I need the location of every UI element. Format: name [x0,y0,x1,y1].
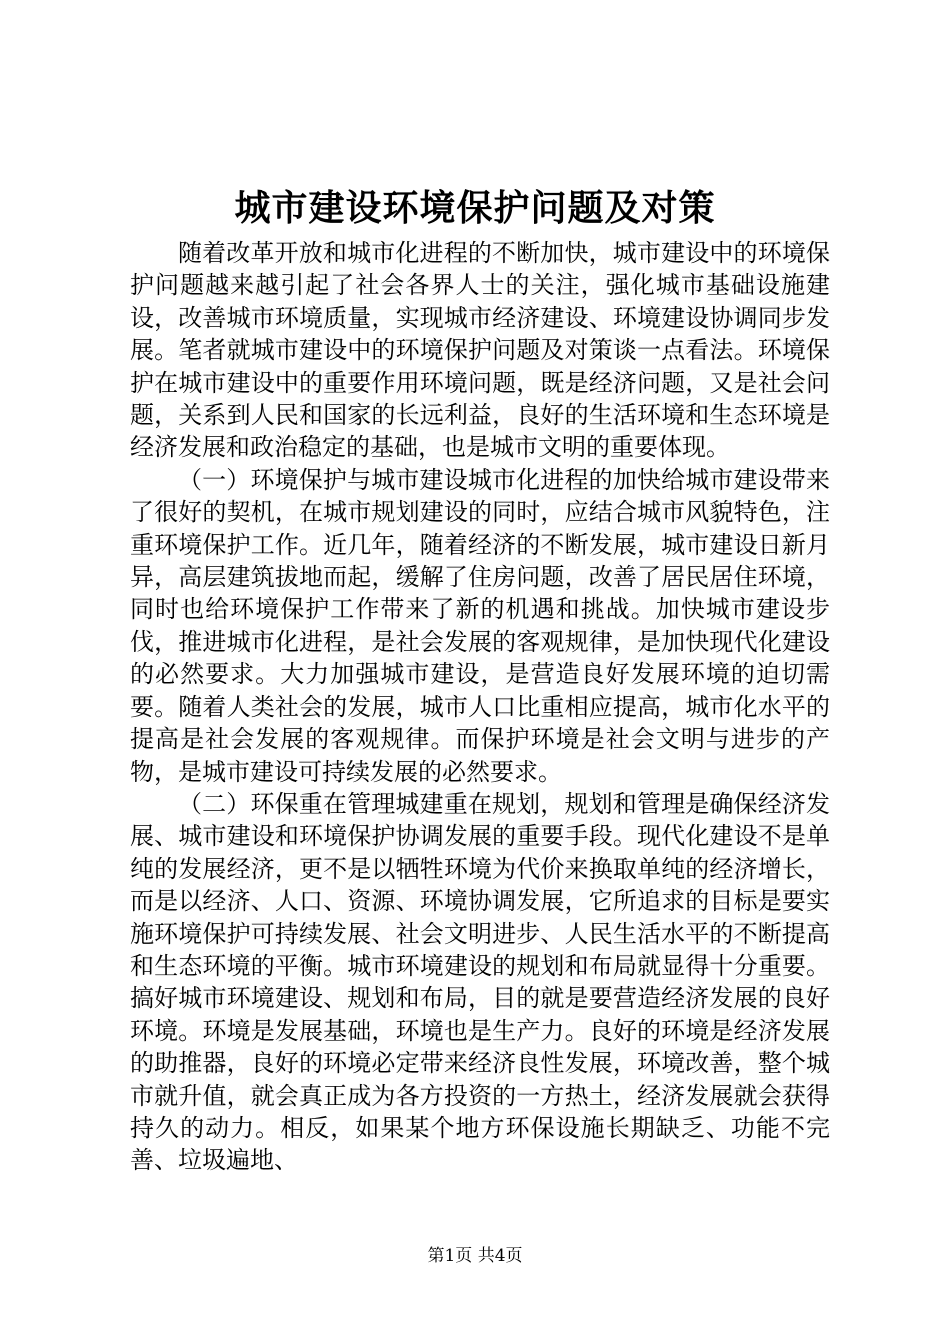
page-title: 城市建设环境保护问题及对策 [234,187,716,229]
document-body [130,237,830,1177]
paragraph-intro: 随着改革开放和城市化进程的不断加快，城市建设中的环境保护问题越来越引起了社会各界人士的关注，强化城市基础设施建设，改善城市环境质量，实现城市经济建设、环境建设协调同步发展。笔者就城市建设中的环境保护问题及对策谈一点看法。环境保护在城市建设中的重要作用环境问题，既是经济问题，又是社会问题，关系到人民和国家的长远利益，良好的生活环境和生态环境是经济发展和政治稳定的基础，也是城市文明的重要体现。 [130,239,830,462]
paragraph-section-2: （二）环保重在管理城建重在规划，规划和管理是确保经济发展、城市建设和环境保护协调发展的重要手段。现代化建设不是单纯的发展经济，更不是以牺牲环境为代价来换取单纯的经济增长，而是以经济、人口、资源、环境协调发展，它所追求的目标是要实施环境保护可持续发展、社会文明进步、人民生活水平的不断提高和生态环境的平衡。城市环境建设的规划和布局就显得十分重要。搞好城市环境建设、规划和布局，目的就是要营造经济发展的良好环境。环境是发展基础，环境也是生产力。良好的环境是经济发展的助推器，良好的环境必定带来经济良性发展，环境改善，整个城市就升值，就会真正成为各方投资的一方热土，经济发展就会获得持久的动力。相反，如果某个地方环保设施长期缺乏、功能不完善、垃圾遍地、 [130,789,830,1175]
page-number: 第1页 共4页 [427,1246,523,1266]
paragraph-section-1: （一）环境保护与城市建设城市化进程的加快给城市建设带来了很好的契机，在城市规划建设的同时，应结合城市风貌特色，注重环境保护工作。近几年，随着经济的不断发展，城市建设日新月异，高层建筑拔地而起，缓解了住房问题，改善了居民居住环境，同时也给环境保护工作带来了新的机遇和挑战。加快城市建设步伐，推进城市化进程，是社会发展的客观规律，是加快现代化建设的必然要求。大力加强城市建设，是营造良好发展环境的迫切需要。随着人类社会的发展，城市人口比重相应提高，城市化水平的提高是社会发展的客观规律。而保护环境是社会文明与进步的产物，是城市建设可持续发展的必然要求。 [130,465,830,786]
